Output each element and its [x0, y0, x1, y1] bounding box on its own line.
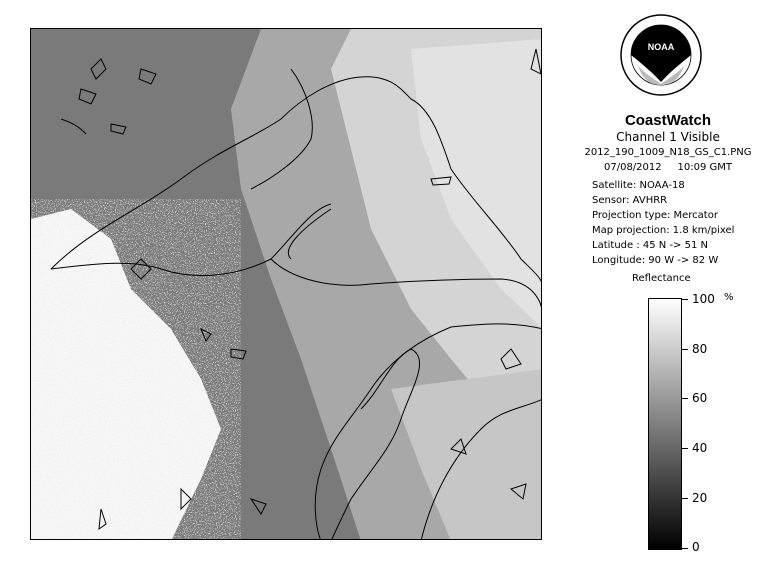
satellite-map — [30, 28, 542, 540]
reflectance-colorbar — [648, 298, 682, 550]
satellite-info: Satellite: NOAA-18 — [592, 180, 685, 191]
cloud-speckle — [31, 199, 241, 540]
longitude-info: Longitude: 90 W -> 82 W — [592, 255, 719, 266]
legend-title: Reflectance — [632, 273, 691, 284]
tick-label-60: 60 — [692, 391, 708, 405]
sensor-info: Sensor: AVHRR — [592, 195, 668, 206]
app-title: CoastWatch — [624, 112, 712, 129]
tick-label-20: 20 — [692, 491, 708, 505]
tick-60 — [682, 398, 688, 399]
file-name: 2012_190_1009_N18_GS_C1.PNG — [584, 147, 752, 158]
noaa-logo — [620, 14, 702, 96]
tick-20 — [682, 498, 688, 499]
tick-80 — [682, 349, 688, 350]
date-text: 07/08/2012 — [603, 162, 662, 173]
tick-label-80: 80 — [692, 342, 708, 356]
tick-100 — [682, 299, 688, 300]
date-time — [568, 162, 768, 173]
tick-0 — [682, 548, 688, 549]
channel-subtitle: Channel 1 Visible — [616, 130, 720, 144]
legend-unit: % — [724, 292, 734, 303]
tick-label-40: 40 — [692, 441, 708, 455]
tick-label-0: 0 — [692, 540, 700, 554]
projection-type-info: Projection type: Mercator — [592, 210, 718, 221]
map-projection-info: Map projection: 1.8 km/pixel — [592, 225, 735, 236]
tick-40 — [682, 448, 688, 449]
map-image — [31, 29, 542, 540]
time-text: 10:09 GMT — [677, 162, 733, 173]
logo-text: NOAA — [647, 42, 675, 52]
latitude-info: Latitude : 45 N -> 51 N — [592, 240, 708, 251]
tick-label-100: 100 — [692, 292, 715, 306]
